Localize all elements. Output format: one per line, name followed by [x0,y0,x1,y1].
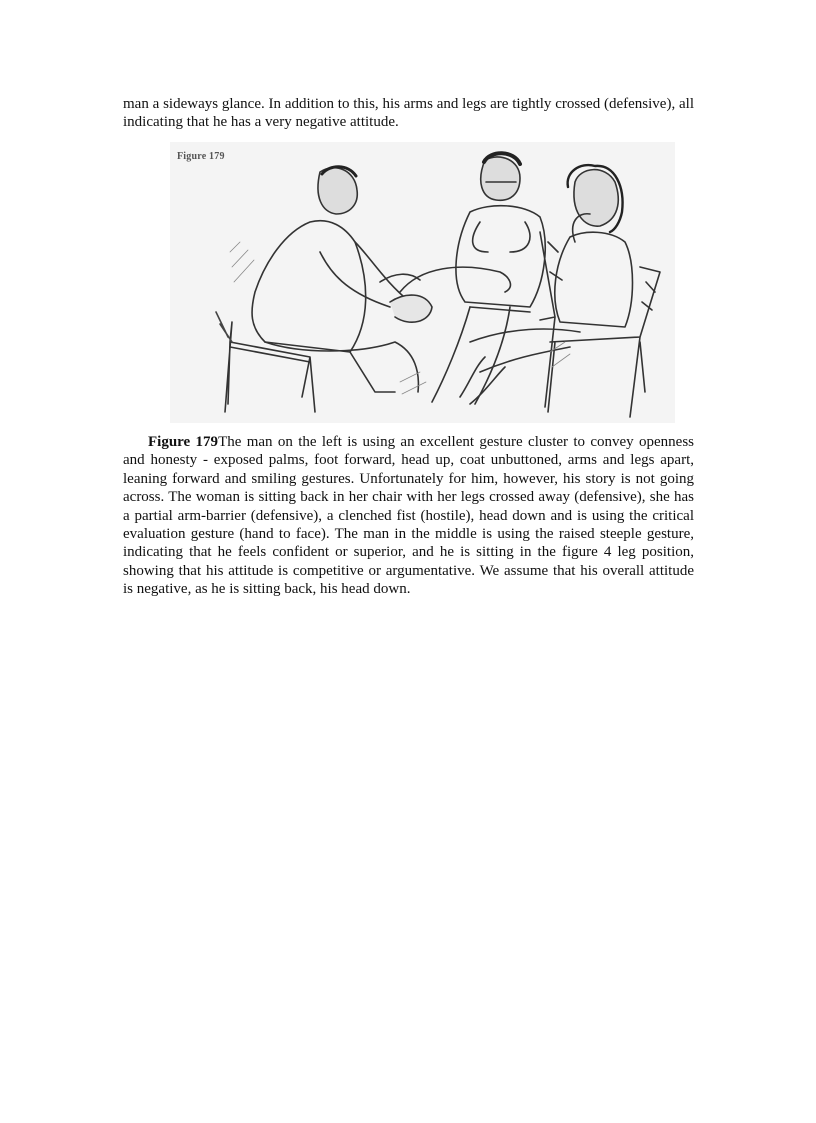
left-chair [216,312,315,412]
caption-lead: Figure 179 [148,434,219,450]
figure-179-illustration [170,142,675,423]
left-man-figure [252,167,432,392]
three-people-sketch [170,142,675,423]
figure-caption-paragraph [123,433,694,599]
figure-label: Figure 179 [177,151,225,162]
woman-figure [460,165,633,404]
middle-chair [470,232,562,407]
paragraph-continuation: man a sideways glance. In addition to this, his arms and legs are tightly crossed (defensive), all indicating that he has a very negative attitude. [123,96,694,131]
middle-man-figure [380,153,545,404]
caption-body: The man on the left is using an excellent gesture cluster to convey openness and honesty - exposed palms, foot forward, head up, coat unbuttoned, arms and legs apart, leaning forward and smiling gestures. Unfortunately for him, however, his story is not going across. The woman is sitting back in her chair with her legs crossed away (defensive), she has a partial arm-barrier (defensive), a clenched fist (hostile), head down and is using the critical evaluation gesture (hand to face). The man in the middle is using the raised steeple gesture, indicating that he feels confident or superior, and he is sitting in the figure 4 leg position, showing that his attitude is competitive or argumentative. We assume that his overall attitude is negative, as he is sitting back, his head down. [123,434,695,598]
